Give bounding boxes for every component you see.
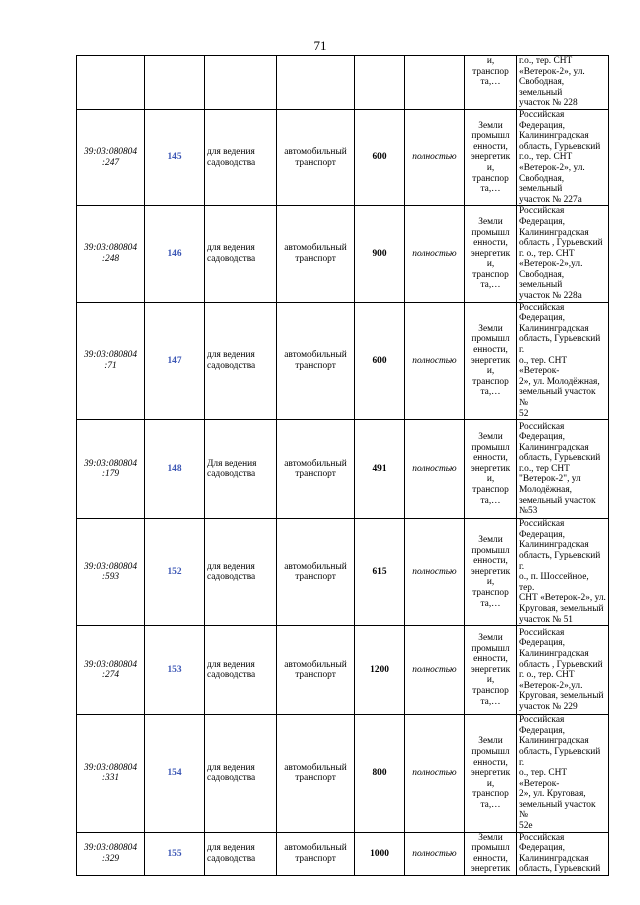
area-value: 1200 [370,664,389,675]
permitted-use-cell [277,715,355,833]
cadastral-number-cell [77,206,145,302]
coverage-cell [405,626,465,715]
address-cell [517,206,609,302]
plot-number-cell [145,109,205,205]
land-category-cell [465,519,517,626]
cadastral-number: 39:03:080804 :247 [83,147,138,168]
land-category-cell [465,109,517,205]
address: Российская Федерация, Калининградская область, Гурьевский г. о., тер. СНТ «Ветерок- 2», ул. Молодёжная, земельный участок № 52 [519,302,601,419]
land-category-cell [465,56,517,110]
area-value: 800 [372,768,387,779]
cadastral-number: 39:03:080804 :71 [83,350,138,371]
land-use-cell [205,109,277,205]
land-use-cell [205,715,277,833]
area-cell [355,206,405,302]
table-row [77,832,609,875]
land-category: Земли промышл енности, энергетик и, транспор та,… [470,432,511,506]
permitted-use: автомобильный транспорт [284,561,347,583]
area-value: 900 [372,248,387,259]
area-cell [355,420,405,519]
plot-number-cell [145,56,205,110]
coverage-value: полностью [412,248,457,259]
coverage-value: полностью [412,566,457,577]
plot-number: 152 [167,566,182,577]
permitted-use-cell [277,206,355,302]
address-cell [517,626,609,715]
permitted-use: автомобильный транспорт [284,762,347,784]
address-cell [517,519,609,626]
coverage-value: полностью [412,848,457,859]
land-category: Земли промышл енности, энергетик и, транспор та,… [470,633,511,707]
cadastral-number: 39:03:080804 :331 [83,762,138,784]
plot-number: 154 [167,768,182,779]
land-category: Земли промышл енности, энергетик и, транспор та,… [470,216,511,291]
land-plots-table [76,55,609,876]
land-use-cell [205,519,277,626]
cadastral-number-cell [77,519,145,626]
land-category: Земли промышл енности, энергетик и, транспор та,… [470,736,511,810]
land-use: для ведения садоводства [207,561,256,583]
land-category: Земли промышл енности, энергетик и, транспор та,… [470,120,511,195]
coverage-value: полностью [412,463,457,474]
cadastral-number-cell [77,832,145,875]
plot-number: 147 [167,355,182,366]
area-cell [355,109,405,205]
cadastral-number-cell [77,715,145,833]
plot-number-cell [145,626,205,715]
land-category-cell [465,715,517,833]
cadastral-number: 39:03:080804 :248 [83,243,138,264]
cadastral-number: 39:03:080804 :179 [83,458,138,480]
land-use: для ведения садоводства [207,843,256,864]
land-use: Для ведения садоводства [207,458,257,480]
table-row [77,715,609,833]
area-value: 600 [372,152,387,163]
coverage-cell [405,832,465,875]
cadastral-number-cell [77,56,145,110]
address: Российская Федерация, Калининградская область, Гурьевский г. о., п. Шоссейное, тер. СНТ «Ветерок-2», ул. Круговая, земельный участок № 51 [519,519,606,625]
land-category: Земли промышл енности, энергетик [470,832,511,875]
coverage-cell [405,109,465,205]
address: Российская Федерация, Калининградская область, Гурьевский г.о., тер СНТ "Ветерок-2", ул Молодёжная, земельный участок №53 [519,421,601,517]
plot-number-cell [145,832,205,875]
area-cell [355,626,405,715]
land-use-cell [205,832,277,875]
permitted-use-cell [277,832,355,875]
plot-number-cell [145,206,205,302]
table-row-continuation [77,56,609,110]
permitted-use-cell [277,56,355,110]
table-body [77,56,609,876]
area-value: 491 [372,463,387,474]
cadastral-number-cell [77,420,145,519]
address: Российская Федерация, Калининградская область, Гурьевский г. о., тер. СНТ «Ветерок- 2», ул. Круговая, земельный участок № 52е [519,715,601,832]
cadastral-number-cell [77,109,145,205]
address-cell [517,832,609,875]
address-cell [517,715,609,833]
plot-number: 146 [167,248,182,259]
coverage-cell [405,302,465,420]
land-category: и, транспор та,… [472,56,509,88]
permitted-use: автомобильный транспорт [284,350,347,371]
table-row [77,206,609,302]
land-use-cell [205,626,277,715]
coverage-value: полностью [412,355,457,366]
plot-number-cell [145,302,205,420]
coverage-value: полностью [412,768,457,779]
land-category-cell [465,420,517,519]
coverage-value: полностью [412,152,457,163]
table-row [77,626,609,715]
permitted-use-cell [277,420,355,519]
land-use: для ведения садоводства [207,762,256,784]
land-use-cell [205,206,277,302]
address-cell [517,302,609,420]
plot-number: 145 [167,152,182,163]
area-value: 615 [372,566,387,577]
permitted-use: автомобильный транспорт [284,659,347,681]
address: Российская Федерация, Калининградская область , Гурьевский г. о., тер. СНТ «Ветерок-2»,ул. Круговая, земельный участок № 229 [519,627,604,712]
coverage-cell [405,206,465,302]
coverage-cell [405,420,465,519]
address: Российская Федерация, Калининградская область , Гурьевский г. о., тер. СНТ «Ветерок-2»,ул. Свободная, земельный участок № 228а [519,206,603,302]
area-cell [355,832,405,875]
cadastral-number: 39:03:080804 :593 [83,561,138,583]
address: Российская Федерация, Калининградская область, Гурьевский г.о., тер. СНТ «Ветерок-2», ул. Свободная, земельный участок № 227а [519,109,601,205]
plot-number-cell [145,420,205,519]
plot-number: 153 [167,664,182,675]
cadastral-number: 39:03:080804 :274 [83,659,138,681]
land-category: Земли промышл енности, энергетик и, транспор та,… [470,323,511,398]
plot-number: 148 [167,463,182,474]
land-use: для ведения садоводства [207,659,256,681]
permitted-use-cell [277,109,355,205]
area-cell [355,519,405,626]
table-row [77,519,609,626]
plot-number-cell [145,519,205,626]
cadastral-number-cell [77,626,145,715]
address-cell [517,56,609,110]
table-row [77,302,609,420]
land-use-cell [205,420,277,519]
coverage-value: полностью [412,664,457,675]
land-category-cell [465,302,517,420]
area-value: 600 [372,355,387,366]
address: г.о., тер. СНТ «Ветерок-2», ул. Свободная, земельный участок № 228 [519,56,585,109]
plot-number-cell [145,715,205,833]
coverage-cell [405,519,465,626]
address-cell [517,109,609,205]
land-use-cell [205,302,277,420]
table-row [77,420,609,519]
land-use-cell [205,56,277,110]
permitted-use: автомобильный транспорт [284,458,347,480]
permitted-use: автомобильный транспорт [284,147,347,168]
permitted-use-cell [277,302,355,420]
area-cell [355,302,405,420]
land-category-cell [465,832,517,875]
land-use: для ведения садоводства [207,147,256,168]
coverage-cell [405,56,465,110]
land-use: для ведения садоводства [207,350,256,371]
address: Российская Федерация, Калининградская область, Гурьевский [519,832,601,875]
address-cell [517,420,609,519]
permitted-use: автомобильный транспорт [284,843,347,864]
land-category-cell [465,626,517,715]
plot-number: 155 [167,848,182,859]
area-cell [355,56,405,110]
page-number: 71 [313,38,327,53]
cadastral-number: 39:03:080804 :329 [83,843,138,864]
land-category: Земли промышл енности, энергетик и, транспор та,… [470,535,511,609]
cadastral-number-cell [77,302,145,420]
permitted-use: автомобильный транспорт [284,243,347,264]
permitted-use-cell [277,519,355,626]
table-row [77,109,609,205]
land-category-cell [465,206,517,302]
coverage-cell [405,715,465,833]
area-value: 1000 [370,848,389,859]
area-cell [355,715,405,833]
land-use: для ведения садоводства [207,243,256,264]
permitted-use-cell [277,626,355,715]
